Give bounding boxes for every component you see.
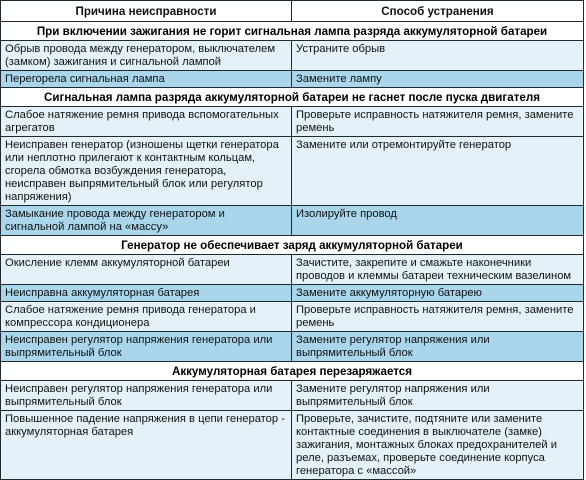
table-row	[1, 106, 583, 136]
fix-cell: Зачистите, закрепите и смажьте наконечники проводов и клеммы батареи техническим вазелином	[296, 257, 572, 282]
section-title: Сигнальная лампа разряда аккумуляторной батареи не гаснет после пуска двигателя	[1, 88, 583, 106]
table-header	[1, 1, 583, 21]
table-row	[1, 284, 583, 301]
section-title-row	[1, 21, 583, 40]
header-fix: Способ устранения	[381, 5, 494, 18]
table-row	[1, 136, 583, 205]
fix-cell: Замените регулятор напряжения или выпрямительный блок	[296, 334, 490, 359]
fix-cell: Проверьте исправность натяжителя ремня, замените ремень	[296, 304, 574, 329]
section-title-row	[1, 361, 583, 380]
table-row	[1, 331, 583, 361]
fix-cell: Устраните обрыв	[296, 43, 386, 55]
cause-cell: Окисление клемм аккумуляторной батареи	[1, 255, 292, 284]
cause-cell: Повышенное падение напряжения в цепи генератор - аккумуляторная батарея	[1, 411, 292, 479]
fix-cell: Замените лампу	[296, 73, 382, 85]
fix-cell: Проверьте, зачистите, подтяните или замените контактные соединения в выключателе (замке) зажигания, монтажных блоках предохранителей и реле, разъемах, проверьте соединение корпуса генератора с «массой»	[296, 413, 557, 477]
cause-cell: Неисправен регулятор напряжения генератора или выпрямительный блок	[1, 332, 292, 361]
cause-cell: Обрыв провода между генератором, выключателем (замком) зажигания и сигнальной лампой	[1, 41, 292, 70]
cause-cell: Замыкание провода между генератором и сигнальной лампой на «массу»	[1, 206, 292, 235]
section-title: Генератор не обеспечивает заряд аккумуляторной батареи	[1, 236, 583, 254]
section-title-row	[1, 87, 583, 106]
fix-cell: Замените или отремонтируйте генератор	[296, 139, 512, 151]
fix-cell: Замените регулятор напряжения или выпрямительный блок	[296, 383, 490, 408]
cause-cell: Слабое натяжение ремня привода генератора и компрессора кондиционера	[1, 302, 292, 331]
table-row	[1, 205, 583, 235]
section-title-row	[1, 235, 583, 254]
table-row	[1, 254, 583, 284]
section-title: При включении зажигания не горит сигнальная лампа разряда аккумуляторной батареи	[1, 22, 583, 40]
fix-cell: Замените аккумуляторную батарею	[296, 287, 482, 299]
table-row	[1, 301, 583, 331]
table-row	[1, 70, 583, 87]
cause-cell: Неисправна аккумуляторная батарея	[1, 285, 292, 301]
table-row	[1, 40, 583, 70]
section-title: Аккумуляторная батарея перезаряжается	[1, 362, 583, 380]
table-row	[1, 410, 583, 479]
cause-cell: Перегорела сигнальная лампа	[1, 71, 292, 87]
cause-cell: Неисправен регулятор напряжения генератора или выпрямительный блок	[1, 381, 292, 410]
table-row	[1, 380, 583, 410]
fix-cell: Изолируйте провод	[296, 208, 397, 220]
cause-cell: Слабое натяжение ремня привода вспомогательных агрегатов	[1, 107, 292, 136]
fix-cell: Проверьте исправность натяжителя ремня, замените ремень	[296, 109, 574, 134]
cause-cell: Неисправен генератор (изношены щетки генератора или неплотно прилегают к контактным кольцам, сгорела обмотка возбуждения генератора, неисправен выпрямительный блок или регулятор напряжения)	[1, 137, 292, 205]
header-cause: Причина неисправности	[1, 1, 292, 21]
